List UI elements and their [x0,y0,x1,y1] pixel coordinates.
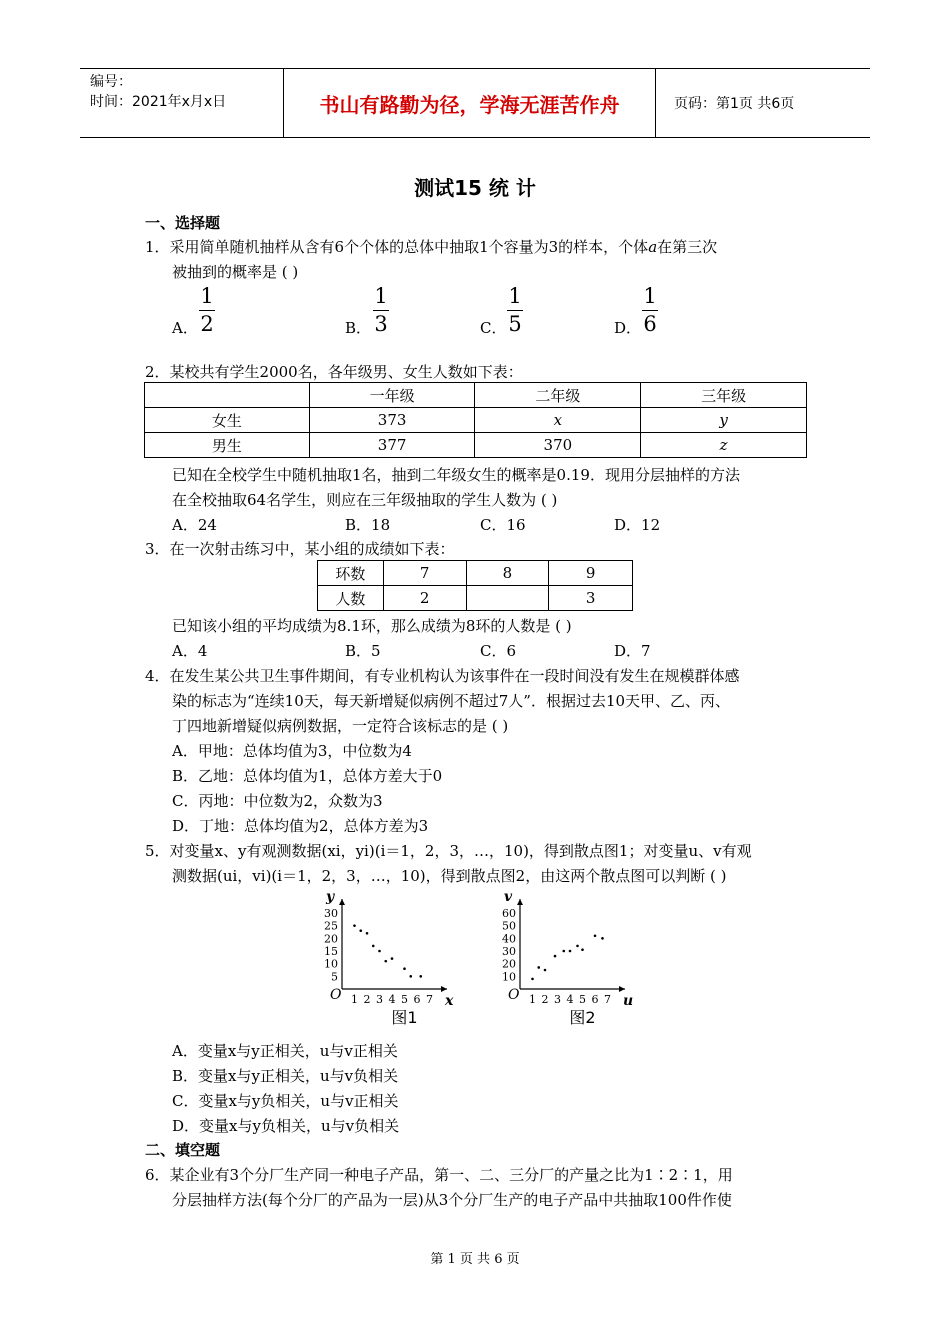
q2-header-cell [145,383,310,408]
scatter-point [359,929,362,932]
q2-cell: 370 [475,433,641,458]
x-tick-label: 3 [554,993,561,1006]
page-footer: 第 1 页 共 6 页 [430,1252,520,1267]
section-choice-heading: 一、选择题 [145,214,221,232]
q2-row-label: 男生 [145,433,310,458]
q5-line2: 测数据(ui，vi)(i＝1，2，3，…，10)，得到散点图2，由这两个散点图可以判断 ( ) [172,867,727,885]
scatter-chart-1 [310,885,470,1030]
q2-line1: 2．某校共有学生2000名，各年级男、女生人数如下表： [145,363,523,381]
q2-line3: 在全校抽取64名学生，则应在三年级抽取的学生人数为 ( ) [172,491,558,509]
scatter-point [384,960,387,963]
q4-option-b: B．乙地：总体均值为1，总体方差大于0 [172,767,443,785]
header-page-label [664,69,870,137]
x-tick-label: 1 [351,993,358,1006]
scatter-point [391,957,394,960]
q4-line2: 染的标志为“连续10天，每天新增疑似病例不超过7人”．根据过去10天甲、乙、丙、 [172,692,731,710]
q2-option-a: A．24 [172,516,217,534]
y-axis-arrow [339,899,345,905]
q3-line2: 已知该小组的平均成绩为8.1环，那么成绩为8环的人数是 ( ) [172,617,572,635]
x-tick-label: 3 [376,993,383,1006]
q6-line1: 6．某企业有3个分厂生产同一种电子产品，第一、二、三分厂的产量之比为1∶2∶1，用 [145,1166,733,1184]
y-axis-label: v [504,889,513,905]
y-tick-label: 20 [324,932,338,946]
q1-option-b-fraction [373,286,389,335]
q5-line1: 5．对变量x、y有观测数据(xi，yi)(i＝1，2，3，…，10)，得到散点图1；对变量u、v有观 [145,842,752,860]
scatter-point [531,978,534,981]
q2-option-d: D．12 [614,516,661,534]
q1-var-a: a [648,238,658,256]
scatter-point [569,950,572,953]
q2-cell: 373 [309,408,475,433]
date-label: 时间：2021年x月x日 [90,94,227,110]
q1-option-a-fraction [199,286,215,335]
x-tick-label: 1 [529,993,536,1006]
y-tick-label: 30 [324,907,338,920]
q3-cell: 7 [383,561,466,586]
q4-line1: 4．在发生某公共卫生事件期间，有专业机构认为该事件在一段时间没有发生在规模群体感 [145,667,740,685]
code-label: 编号： [90,74,132,90]
scatter-point [562,950,565,953]
q1-line1-text: 1．采用简单随机抽样从含有6个个体的总体中抽取1个容量为3的样本，个体 [145,238,649,256]
origin-label: O [330,987,342,1003]
page-title: 测试15 统 计 [414,176,536,200]
q2-cell: y [641,408,807,433]
q1-option-d-fraction [642,286,658,335]
x-axis-label: u [623,993,634,1009]
header-motto: 书山有路勤为径，学海无涯苦作舟 [283,69,656,137]
page-label: 页码：第1页 共6页 [674,96,795,112]
scatter-point [554,955,557,958]
x-tick-label: 4 [388,993,396,1006]
q2-header-cell: 一年级 [309,383,475,408]
q1-option-c-fraction [507,286,523,335]
x-tick-label: 6 [591,993,599,1006]
q4-line3: 丁四地新增疑似病例数据，一定符合该标志的是 ( ) [172,717,509,735]
scatter-point [353,924,356,927]
q3-option-d: D．7 [614,642,651,660]
chart-caption: 图1 [391,1008,418,1027]
q1-d-num: 1 [643,284,657,308]
y-tick-label: 5 [331,970,338,984]
q1-line1 [145,236,717,257]
q2-cell: x [475,408,641,433]
q2-cell: z [641,433,807,458]
y-tick-label: 40 [502,932,516,946]
q2-option-b: B．18 [345,516,391,534]
scatter-point [594,935,597,938]
q3-row-label: 人数 [318,586,384,611]
x-tick-label: 2 [363,993,371,1006]
q3-option-a: A．4 [172,642,208,660]
y-axis-arrow [517,899,523,905]
q1-a-den: 2 [200,312,214,337]
q1-d-den: 6 [643,312,657,337]
y-axis-label: y [326,889,335,905]
x-tick-label: 2 [541,993,549,1006]
q5-option-a: A．变量x与y正相关，u与v正相关 [172,1042,398,1060]
q4-option-d: D．丁地：总体均值为2，总体方差为3 [172,817,429,835]
q2-header-cell: 二年级 [475,383,641,408]
q1-b-num: 1 [374,284,388,308]
q2-table [144,382,807,458]
y-tick-label: 10 [502,970,516,984]
scatter-point [419,975,422,978]
x-tick-label: 7 [426,993,433,1006]
q3-cell: 9 [549,561,633,586]
q3-option-c: C．6 [480,642,517,660]
q2-header-cell: 三年级 [641,383,807,408]
q1-option-d-letter: D． [614,319,642,337]
q5-option-d: D．变量x与y负相关，u与v负相关 [172,1117,400,1135]
q3-cell [466,586,549,611]
q1-c-den: 5 [508,312,522,337]
y-tick-label: 25 [324,919,338,933]
q1-c-num: 1 [508,284,522,308]
q2-cell: 377 [309,433,475,458]
q1-line2: 被抽到的概率是 ( ) [172,263,299,281]
chart-caption: 图2 [569,1008,596,1027]
header-meta [80,69,283,137]
scatter-point [403,967,406,970]
scatter-point [409,975,412,978]
document-header [80,68,870,138]
x-tick-label: 7 [604,993,611,1006]
q3-table [317,560,633,611]
q3-line1: 3．在一次射击练习中，某小组的成绩如下表： [145,540,455,558]
y-tick-label: 50 [502,919,516,933]
q1-a-num: 1 [200,284,214,308]
q6-line2: 分层抽样方法(每个分厂的产品为一层)从3个分厂生产的电子产品中共抽取100件作使 [172,1191,732,1209]
q4-option-c: C．丙地：中位数为2，众数为3 [172,792,383,810]
q2-option-c: C．16 [480,516,526,534]
y-tick-label: 10 [324,957,338,971]
q1-option-a-letter: A． [172,319,198,337]
q1-option-b-letter: B． [345,319,372,337]
y-tick-label: 30 [502,945,516,958]
q1-b-den: 3 [374,312,388,337]
q3-cell: 8 [466,561,549,586]
scatter-point [576,945,579,948]
q3-cell: 3 [549,586,633,611]
scatter-point [537,966,540,969]
scatter-point [372,945,375,948]
y-tick-label: 20 [502,957,516,971]
x-tick-label: 5 [401,993,408,1006]
q3-option-b: B．5 [345,642,381,660]
scatter-chart-2 [488,885,648,1030]
q3-row-label: 环数 [318,561,384,586]
q5-option-c: C．变量x与y负相关，u与v正相关 [172,1092,399,1110]
y-tick-label: 60 [502,907,516,920]
scatter-point [601,937,604,940]
scatter-point [366,932,369,935]
origin-label: O [508,987,520,1003]
scatter-point [378,950,381,953]
q2-row-label: 女生 [145,408,310,433]
x-axis-arrow [619,986,625,992]
section-fill-heading: 二、填空题 [145,1141,221,1159]
q2-line2: 已知在全校学生中随机抽取1名，抽到二年级女生的概率是0.19．现用分层抽样的方法 [172,466,740,484]
x-axis-label: x [445,993,454,1009]
scatter-point [544,969,547,972]
q1-line1-tail: 在第三次 [657,238,718,256]
y-tick-label: 15 [324,945,338,958]
q5-option-b: B．变量x与y正相关，u与v负相关 [172,1067,399,1085]
q1-option-c-letter: C． [480,319,507,337]
x-tick-label: 6 [413,993,421,1006]
x-tick-label: 4 [566,993,574,1006]
x-tick-label: 5 [579,993,586,1006]
scatter-point [581,948,584,951]
x-axis-arrow [441,986,447,992]
q4-option-a: A．甲地：总体均值为3，中位数为4 [172,742,412,760]
q3-cell: 2 [383,586,466,611]
